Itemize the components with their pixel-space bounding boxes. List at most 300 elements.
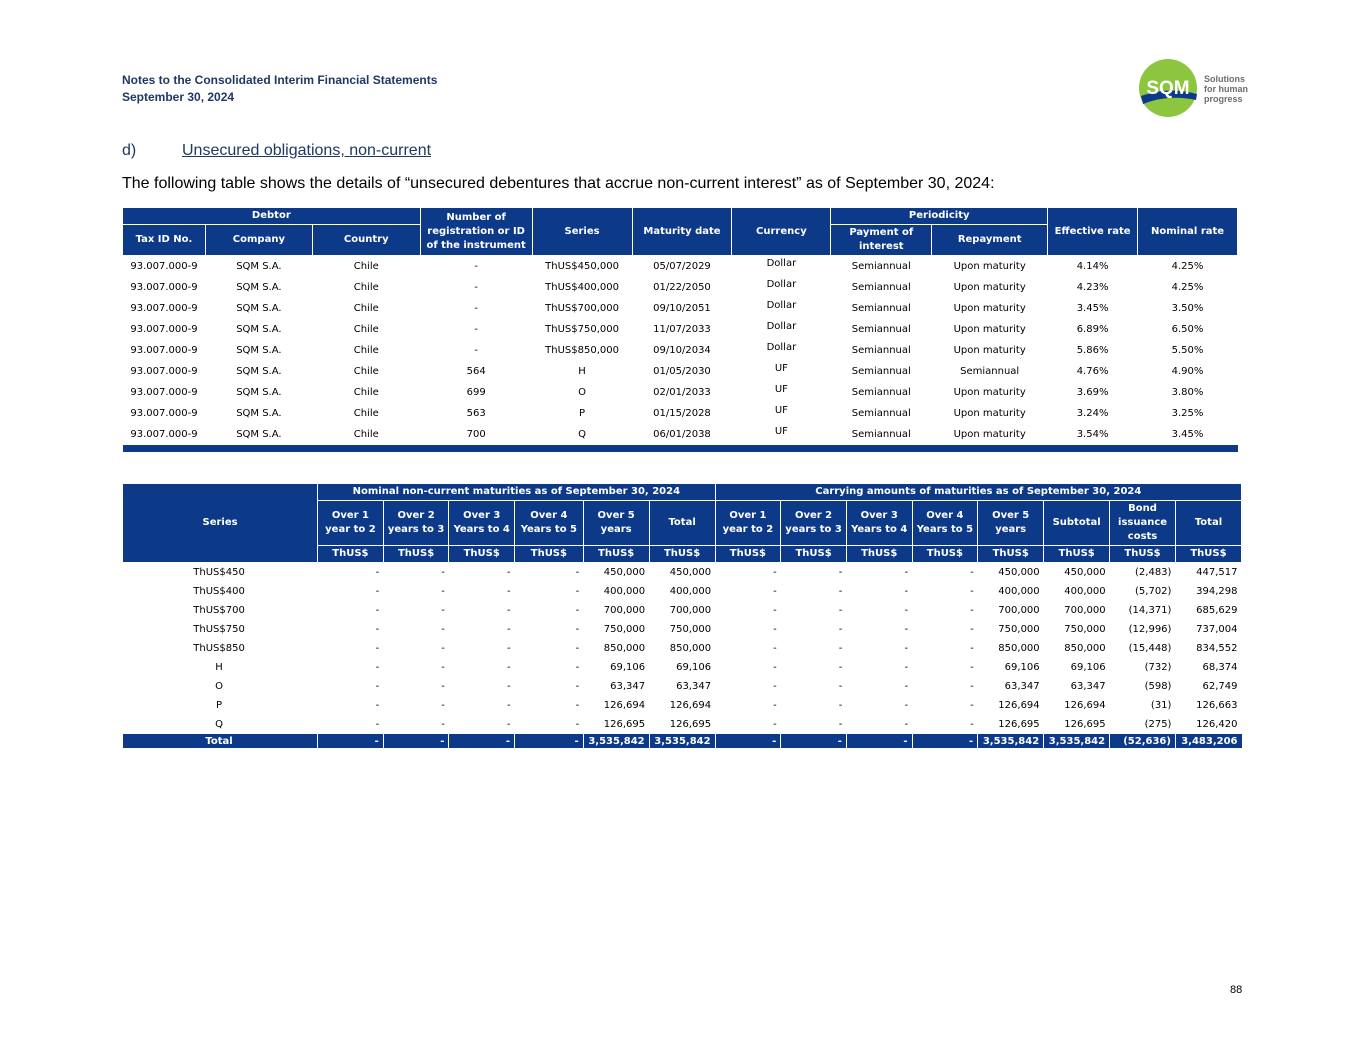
table-cell: P [579, 408, 586, 419]
col-currency: Currency [732, 208, 831, 256]
amount-cell: - [912, 734, 978, 748]
amount-cell: - [375, 643, 380, 654]
amount-cell: 62,749 [1202, 681, 1238, 692]
table-row [123, 403, 1238, 424]
col-registration-id: Number of registration or ID of the instrument [420, 208, 532, 256]
table-row [123, 582, 1242, 601]
table-cell: 09/10/2051 [653, 303, 711, 314]
amount-cell: - [904, 567, 909, 578]
table-cell: Semiannual [851, 324, 911, 335]
table-cell: 93.007.000-9 [130, 366, 198, 377]
unit-label: ThUS$ [912, 546, 978, 563]
col-country: Country [312, 225, 420, 256]
amount-cell: (14,371) [1128, 605, 1172, 616]
table-cell: Chile [353, 387, 379, 398]
table-cell: 01/05/2030 [653, 366, 711, 377]
amount-cell: 3,535,842 [1044, 734, 1110, 748]
table-cell: Upon maturity [953, 408, 1026, 419]
table-cell: 3.45% [1076, 303, 1109, 314]
amount-cell: 126,695 [669, 719, 712, 730]
total-row [123, 734, 1242, 748]
table-cell: 5.86% [1076, 345, 1109, 356]
unit-label: ThUS$ [583, 546, 649, 563]
table-cell: - [474, 324, 478, 335]
amount-cell: - [773, 643, 777, 654]
amount-cell: - [838, 700, 843, 711]
amount-cell: - [773, 586, 777, 597]
amount-cell: 700,000 [998, 605, 1040, 616]
series-cell: ThUS$400 [193, 586, 245, 597]
amount-cell: - [441, 586, 445, 597]
amount-cell: 126,663 [1196, 700, 1238, 711]
amount-cell: - [575, 605, 580, 616]
amount-cell: - [375, 624, 380, 635]
table-cell: Dollar [766, 279, 797, 290]
table-cell: SQM S.A. [236, 282, 282, 293]
amount-cell: - [904, 700, 909, 711]
amount-cell: 737,004 [1196, 624, 1238, 635]
series-cell: Total [123, 734, 318, 748]
nominal-col-header: Total [649, 501, 715, 546]
amount-cell: 834,552 [1196, 643, 1238, 654]
table-cell: Semiannual [851, 261, 911, 272]
amount-cell: (31) [1150, 700, 1172, 711]
group-periodicity: Periodicity [831, 208, 1048, 225]
table-cell: SQM S.A. [236, 429, 282, 440]
table-row [123, 601, 1242, 620]
amount-cell: (52,636) [1110, 734, 1176, 748]
amount-cell: 400,000 [998, 586, 1040, 597]
tagline-line-1: Solutions [1204, 74, 1245, 84]
unit-label: ThUS$ [383, 546, 449, 563]
amount-cell: - [773, 567, 777, 578]
unit-label: ThUS$ [1044, 546, 1110, 563]
series-cell: ThUS$450 [193, 567, 245, 578]
maturities-table [122, 483, 1242, 748]
series-cell: Q [215, 719, 223, 730]
amount-cell: 126,694 [669, 700, 712, 711]
amount-cell: - [970, 586, 974, 597]
amount-cell: - [970, 605, 974, 616]
table-cell: ThUS$450,000 [545, 261, 619, 272]
amount-cell: - [773, 624, 777, 635]
section-letter: d) [122, 142, 137, 159]
tagline-line-3: progress [1204, 94, 1243, 104]
series-cell: ThUS$750 [193, 624, 245, 635]
group-debtor: Debtor [123, 208, 421, 225]
amount-cell: 450,000 [603, 567, 646, 578]
amount-cell: 450,000 [669, 567, 712, 578]
col-nominal-rate: Nominal rate [1138, 208, 1238, 256]
col-maturity-date: Maturity date [632, 208, 732, 256]
unit-label: ThUS$ [318, 546, 384, 563]
table-cell: Upon maturity [953, 429, 1026, 440]
amount-cell: 126,695 [603, 719, 646, 730]
table-cell: SQM S.A. [236, 303, 282, 314]
table-footer-bar [123, 445, 1238, 452]
table-cell: ThUS$850,000 [545, 345, 619, 356]
amount-cell: - [575, 681, 580, 692]
table-cell: SQM S.A. [236, 261, 282, 272]
table-cell: Chile [353, 282, 379, 293]
table-cell: 4.23% [1076, 282, 1109, 293]
sqm-logo [1138, 56, 1258, 120]
table-row [123, 256, 1238, 278]
table-cell: 699 [466, 387, 486, 398]
table-cell: Semiannual [851, 366, 911, 377]
amount-cell: - [375, 662, 380, 673]
carrying-col-header: Over 4 Years to 5 [912, 501, 978, 546]
table-row [123, 677, 1242, 696]
amount-cell: (2,483) [1135, 567, 1172, 578]
nominal-col-header: Over 1 year to 2 [318, 501, 384, 546]
table-cell: Chile [353, 408, 379, 419]
table-cell: 3.45% [1171, 429, 1204, 440]
series-cell: H [215, 662, 223, 673]
carrying-col-header: Total [1175, 501, 1241, 546]
amount-cell: 63,347 [1004, 681, 1040, 692]
table-cell: 4.25% [1171, 282, 1204, 293]
amount-cell: - [449, 734, 515, 748]
amount-cell: 126,420 [1196, 719, 1238, 730]
amount-cell: - [506, 586, 511, 597]
amount-cell: 400,000 [603, 586, 646, 597]
header-title: Notes to the Consolidated Interim Financial Statements [122, 73, 438, 87]
unit-label: ThUS$ [715, 546, 781, 563]
amount-cell: 126,695 [998, 719, 1040, 730]
amount-cell: (275) [1144, 719, 1172, 730]
amount-cell: - [441, 567, 445, 578]
amount-cell: 700,000 [603, 605, 646, 616]
amount-cell: 750,000 [669, 624, 712, 635]
table-cell: 01/15/2028 [653, 408, 711, 419]
table-row [123, 277, 1238, 298]
table-cell: 93.007.000-9 [130, 324, 198, 335]
table-row [123, 639, 1242, 658]
amount-cell: - [838, 681, 843, 692]
table-cell: 6.50% [1171, 324, 1204, 335]
amount-cell: - [838, 605, 843, 616]
logo-tagline [1204, 74, 1248, 104]
amount-cell: - [506, 643, 511, 654]
table-cell: 5.50% [1171, 345, 1204, 356]
table-cell: UF [774, 405, 788, 416]
amount-cell: 69,106 [676, 662, 712, 673]
amount-cell: 69,106 [1070, 662, 1106, 673]
amount-cell: - [904, 719, 909, 730]
amount-cell: - [375, 719, 380, 730]
table-cell: 3.80% [1171, 387, 1204, 398]
table-cell: Upon maturity [953, 345, 1026, 356]
amount-cell: (732) [1144, 662, 1172, 673]
table-cell: 93.007.000-9 [130, 282, 198, 293]
table-row [123, 340, 1238, 361]
logo-brand-text: SQM [1146, 78, 1190, 99]
amount-cell: - [375, 700, 380, 711]
table-cell: Upon maturity [953, 282, 1026, 293]
group-nominal-maturities: Nominal non-current maturities as of September 30, 2024 [318, 484, 715, 501]
table-cell: 3.25% [1171, 408, 1204, 419]
table-cell: - [474, 282, 478, 293]
amount-cell: 447,517 [1196, 567, 1238, 578]
section-heading [122, 142, 431, 160]
col-series: Series [532, 208, 632, 256]
table-cell: 93.007.000-9 [130, 261, 198, 272]
col-company: Company [205, 225, 312, 256]
table-cell: 93.007.000-9 [130, 429, 198, 440]
amount-cell: 3,535,842 [649, 734, 715, 748]
table-cell: SQM S.A. [236, 324, 282, 335]
page-number: 88 [1230, 984, 1243, 996]
amount-cell: - [506, 624, 511, 635]
table-cell: 01/22/2050 [653, 282, 711, 293]
amount-cell: - [575, 567, 580, 578]
carrying-col-header: Over 2 years to 3 [781, 501, 847, 546]
table-cell: - [474, 261, 478, 272]
table-cell: ThUS$700,000 [545, 303, 619, 314]
amount-cell: 450,000 [1064, 567, 1106, 578]
amount-cell: 750,000 [603, 624, 646, 635]
table-cell: Upon maturity [953, 261, 1026, 272]
amount-cell: 3,535,842 [978, 734, 1044, 748]
table-cell: Chile [353, 345, 379, 356]
table-cell: Q [578, 429, 586, 440]
amount-cell: 63,347 [1070, 681, 1106, 692]
amount-cell: - [441, 681, 445, 692]
col-series: Series [123, 484, 318, 563]
table-cell: SQM S.A. [236, 366, 282, 377]
series-cell: O [215, 681, 223, 692]
table-cell: 93.007.000-9 [130, 303, 198, 314]
amount-cell: - [838, 586, 843, 597]
series-cell: P [216, 700, 223, 711]
amount-cell: - [904, 662, 909, 673]
amount-cell: - [575, 719, 580, 730]
table-row [123, 620, 1242, 639]
table-cell: UF [774, 363, 788, 374]
table-row [123, 298, 1238, 319]
table-cell: Chile [353, 261, 379, 272]
table-cell: 09/10/2034 [653, 345, 711, 356]
amount-cell: 126,694 [603, 700, 646, 711]
table-cell: Upon maturity [953, 324, 1026, 335]
table-cell: 06/01/2038 [653, 429, 711, 440]
table-cell: UF [774, 384, 788, 395]
amount-cell: - [838, 662, 843, 673]
table-cell: Upon maturity [953, 387, 1026, 398]
amount-cell: 63,347 [676, 681, 712, 692]
table-cell: 93.007.000-9 [130, 387, 198, 398]
amount-cell: - [904, 624, 909, 635]
amount-cell: - [970, 719, 974, 730]
amount-cell: - [838, 643, 843, 654]
amount-cell: 750,000 [998, 624, 1040, 635]
amount-cell: 126,694 [1064, 700, 1106, 711]
table-cell: Dollar [766, 342, 797, 353]
header-date: September 30, 2024 [122, 90, 235, 104]
amount-cell: - [506, 605, 511, 616]
amount-cell: - [441, 605, 445, 616]
amount-cell: - [904, 605, 909, 616]
unit-label: ThUS$ [515, 546, 584, 563]
series-cell: ThUS$850 [193, 643, 245, 654]
table-cell: 93.007.000-9 [130, 408, 198, 419]
table-row [123, 424, 1238, 445]
col-payment-of-interest: Payment of interest [831, 225, 932, 256]
amount-cell: - [575, 643, 580, 654]
amount-cell: 3,535,842 [583, 734, 649, 748]
table-cell: SQM S.A. [236, 387, 282, 398]
table-cell: Dollar [766, 300, 797, 311]
amount-cell: - [575, 586, 580, 597]
amount-cell: - [846, 734, 912, 748]
amount-cell: - [781, 734, 847, 748]
amount-cell: 685,629 [1196, 605, 1238, 616]
table-cell: 11/07/2033 [653, 324, 711, 335]
carrying-col-header: Over 5 years [978, 501, 1044, 546]
table-cell: Semiannual [851, 282, 911, 293]
table-cell: - [474, 303, 478, 314]
table-row [123, 658, 1242, 677]
table-cell: O [578, 387, 586, 398]
table-cell: ThUS$400,000 [545, 282, 619, 293]
table-cell: Chile [353, 366, 379, 377]
section-intro: The following table shows the details of “unsecured debentures that accrue non-current interest” as of September 30, 2024: [122, 175, 995, 192]
amount-cell: (5,702) [1135, 586, 1172, 597]
table-cell: SQM S.A. [236, 345, 282, 356]
amount-cell: - [318, 734, 384, 748]
table-cell: 4.90% [1171, 366, 1204, 377]
amount-cell: - [441, 700, 445, 711]
amount-cell: - [506, 567, 511, 578]
table-cell: Semiannual [851, 303, 911, 314]
amount-cell: - [970, 700, 974, 711]
carrying-col-header: Subtotal [1044, 501, 1110, 546]
table-cell: 563 [466, 408, 486, 419]
amount-cell: - [506, 700, 511, 711]
amount-cell: 69,106 [1004, 662, 1040, 673]
amount-cell: - [383, 734, 449, 748]
amount-cell: - [773, 605, 777, 616]
table-cell: 700 [466, 429, 486, 440]
col-tax-id: Tax ID No. [123, 225, 206, 256]
amount-cell: - [515, 734, 584, 748]
table-cell: 3.69% [1076, 387, 1109, 398]
nominal-col-header: Over 2 years to 3 [383, 501, 449, 546]
amount-cell: - [838, 567, 843, 578]
amount-cell: - [715, 734, 781, 748]
amount-cell: - [375, 605, 380, 616]
table-cell: Semiannual [851, 408, 911, 419]
table-cell: 4.14% [1076, 261, 1109, 272]
sqm-logo-mark [1138, 56, 1200, 120]
amount-cell: 850,000 [603, 643, 646, 654]
table-cell: SQM S.A. [236, 408, 282, 419]
unit-label: ThUS$ [1175, 546, 1241, 563]
amount-cell: 394,298 [1196, 586, 1238, 597]
amount-cell: - [375, 681, 380, 692]
unit-label: ThUS$ [978, 546, 1044, 563]
table-row [123, 563, 1242, 583]
col-repayment: Repayment [932, 225, 1048, 256]
carrying-col-header: Over 1 year to 2 [715, 501, 781, 546]
amount-cell: - [773, 719, 777, 730]
table-cell: Semiannual [851, 387, 911, 398]
amount-cell: 750,000 [1064, 624, 1106, 635]
table-cell: Dollar [766, 258, 797, 269]
series-cell: ThUS$700 [193, 605, 245, 616]
nominal-col-header: Over 4 Years to 5 [515, 501, 584, 546]
amount-cell: - [970, 567, 974, 578]
table-cell: 05/07/2029 [653, 261, 711, 272]
amount-cell: 700,000 [669, 605, 712, 616]
table-cell: 3.24% [1076, 408, 1109, 419]
amount-cell: - [375, 567, 380, 578]
amount-cell: - [441, 624, 445, 635]
amount-cell: - [506, 662, 511, 673]
amount-cell: - [441, 643, 445, 654]
table-cell: - [474, 345, 478, 356]
amount-cell: - [506, 681, 511, 692]
amount-cell: 63,347 [610, 681, 646, 692]
amount-cell: 69,106 [610, 662, 646, 673]
table-cell: 4.76% [1076, 366, 1109, 377]
table-cell: Semiannual [960, 366, 1020, 377]
table-cell: 4.25% [1171, 261, 1204, 272]
table-cell: Chile [353, 303, 379, 314]
unit-label: ThUS$ [781, 546, 847, 563]
unit-label: ThUS$ [649, 546, 715, 563]
carrying-col-header: Bond issuance costs [1110, 501, 1176, 546]
amount-cell: 68,374 [1202, 662, 1238, 673]
unit-label: ThUS$ [449, 546, 515, 563]
amount-cell: (598) [1144, 681, 1172, 692]
amount-cell: - [441, 719, 445, 730]
amount-cell: - [904, 643, 909, 654]
amount-cell: (15,448) [1128, 643, 1172, 654]
debentures-details-table [122, 207, 1238, 452]
amount-cell: - [773, 681, 777, 692]
amount-cell: 126,694 [998, 700, 1040, 711]
table-cell: 6.89% [1076, 324, 1109, 335]
amount-cell: 3,483,206 [1175, 734, 1241, 748]
nominal-col-header: Over 3 Years to 4 [449, 501, 515, 546]
table-cell: 3.50% [1171, 303, 1204, 314]
table-cell: 3.54% [1076, 429, 1109, 440]
amount-cell: - [904, 681, 909, 692]
table-cell: H [578, 366, 586, 377]
amount-cell: - [375, 586, 380, 597]
amount-cell: 450,000 [998, 567, 1040, 578]
amount-cell: - [970, 624, 974, 635]
table-row [123, 382, 1238, 403]
amount-cell: - [575, 624, 580, 635]
amount-cell: - [838, 624, 843, 635]
amount-cell: 400,000 [669, 586, 712, 597]
amount-cell: - [575, 700, 580, 711]
group-carrying-amounts: Carrying amounts of maturities as of September 30, 2024 [715, 484, 1241, 501]
amount-cell: - [970, 662, 974, 673]
table-row [123, 361, 1238, 382]
amount-cell: - [575, 662, 580, 673]
table-cell: Upon maturity [953, 303, 1026, 314]
amount-cell: 850,000 [998, 643, 1040, 654]
amount-cell: 850,000 [669, 643, 712, 654]
amount-cell: (12,996) [1128, 624, 1172, 635]
table-cell: Dollar [766, 321, 797, 332]
unit-label: ThUS$ [846, 546, 912, 563]
table-cell: 564 [466, 366, 486, 377]
